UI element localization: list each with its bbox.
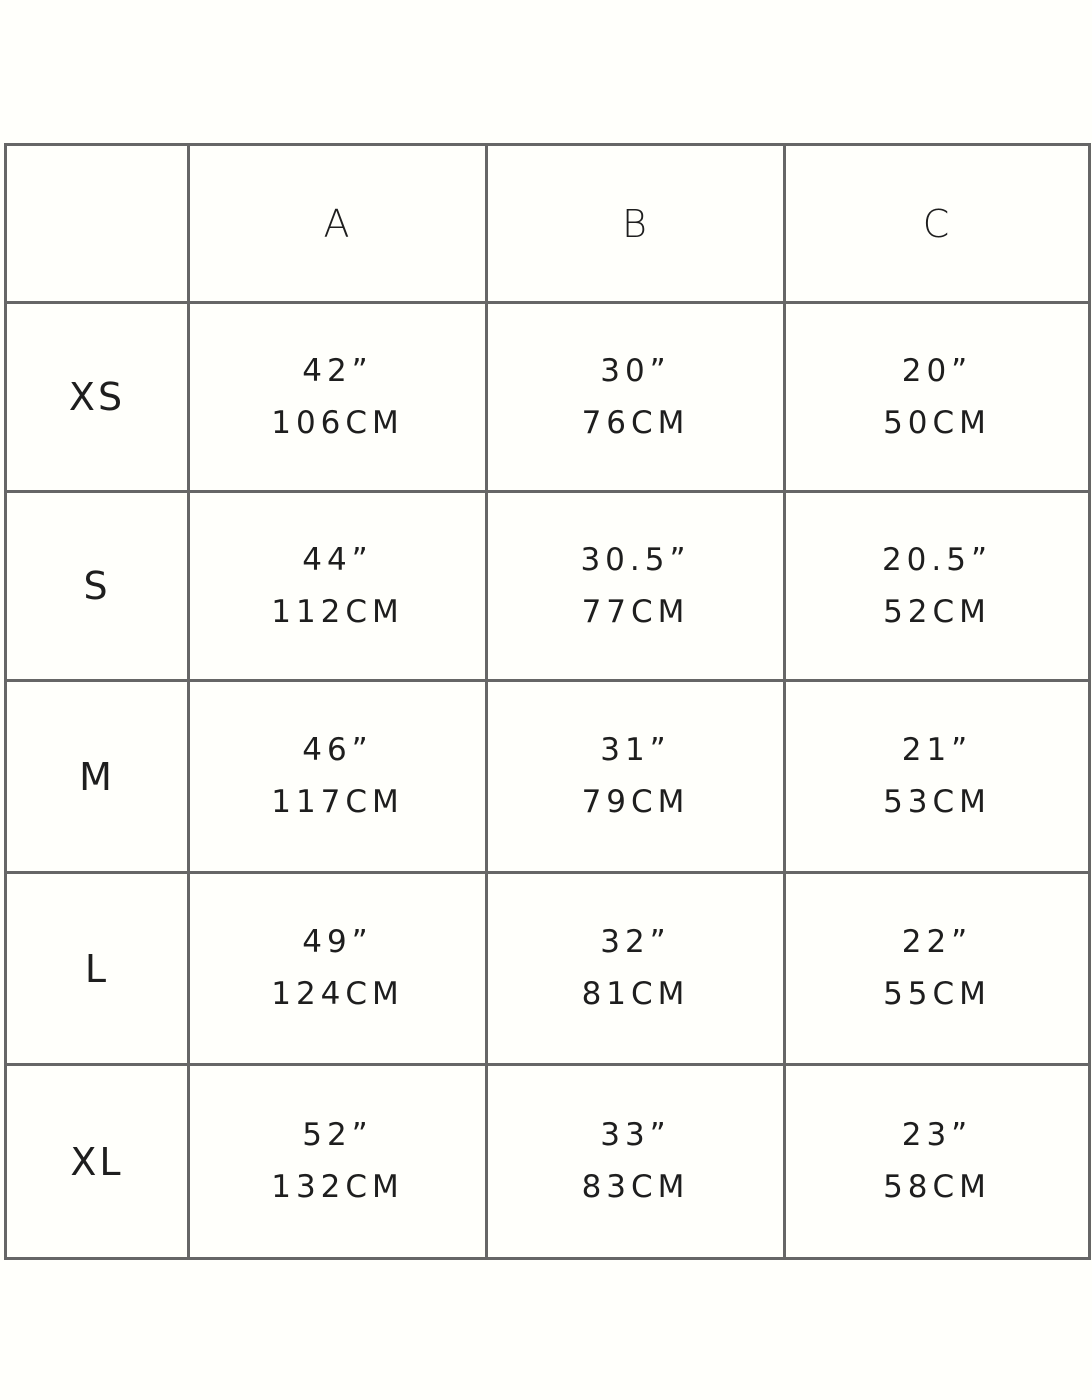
cm-value: 77CM — [581, 593, 690, 630]
measure-cell — [189, 1065, 487, 1259]
cm-value: 106CM — [271, 404, 404, 441]
cm-value: 52CM — [883, 593, 991, 630]
inch-value: 46” — [302, 732, 373, 768]
inch-value: 20” — [901, 352, 973, 389]
table-row — [6, 873, 1090, 1065]
size-label: M — [79, 754, 115, 799]
inch-value: 30” — [600, 352, 671, 389]
measure-cell — [189, 873, 487, 1065]
measure-cell — [785, 1065, 1090, 1259]
cm-value: 117CM — [271, 784, 404, 820]
measure-cell — [487, 303, 785, 492]
column-header-a — [189, 145, 487, 303]
inch-value: 42” — [302, 352, 373, 389]
measure-cell — [189, 681, 487, 873]
measure-cell — [785, 303, 1090, 492]
cm-value: 124CM — [271, 976, 404, 1012]
measure-cell — [785, 873, 1090, 1065]
size-label: L — [84, 946, 110, 991]
measure-cell — [487, 681, 785, 873]
inch-value: 33” — [600, 1117, 671, 1153]
size-cell — [6, 303, 189, 492]
inch-value: 31” — [600, 732, 671, 768]
cm-value: 76CM — [581, 404, 690, 441]
column-label: B — [622, 201, 649, 246]
cm-value: 50CM — [883, 404, 991, 441]
measure-cell — [189, 303, 487, 492]
inch-value: 20.5” — [881, 541, 993, 578]
measure-cell — [785, 492, 1090, 681]
column-header-b — [487, 145, 785, 303]
measure-cell — [487, 873, 785, 1065]
size-cell — [6, 492, 189, 681]
size-chart-table — [4, 143, 1091, 1260]
cm-value: 112CM — [271, 593, 404, 630]
inch-value: 49” — [302, 924, 373, 960]
inch-value: 32” — [600, 924, 671, 960]
inch-value: 30.5” — [580, 541, 691, 578]
inch-value: 21” — [901, 732, 973, 768]
inch-value: 52” — [302, 1117, 373, 1153]
cm-value: 53CM — [883, 784, 991, 820]
table-row — [6, 492, 1090, 681]
size-label: XL — [70, 1139, 124, 1184]
inch-value: 44” — [302, 541, 373, 578]
column-header-c — [785, 145, 1090, 303]
size-cell — [6, 1065, 189, 1259]
cm-value: 81CM — [581, 976, 690, 1012]
size-label: XS — [68, 375, 126, 419]
measure-cell — [785, 681, 1090, 873]
size-label: S — [83, 564, 111, 608]
table-row — [6, 1065, 1090, 1259]
inch-value: 22” — [901, 924, 973, 960]
table-row — [6, 681, 1090, 873]
measure-cell — [189, 492, 487, 681]
size-cell — [6, 873, 189, 1065]
cm-value: 79CM — [581, 784, 690, 820]
measure-cell — [487, 1065, 785, 1259]
header-row — [6, 145, 1090, 303]
inch-value: 23” — [901, 1117, 973, 1153]
column-label: A — [323, 201, 352, 246]
size-cell — [6, 681, 189, 873]
cm-value: 83CM — [581, 1169, 690, 1205]
cm-value: 132CM — [271, 1169, 404, 1205]
cm-value: 55CM — [883, 976, 991, 1012]
corner-cell — [6, 145, 189, 303]
cm-value: 58CM — [883, 1169, 991, 1205]
table-row — [6, 303, 1090, 492]
measure-cell — [487, 492, 785, 681]
column-label: C — [922, 201, 952, 246]
